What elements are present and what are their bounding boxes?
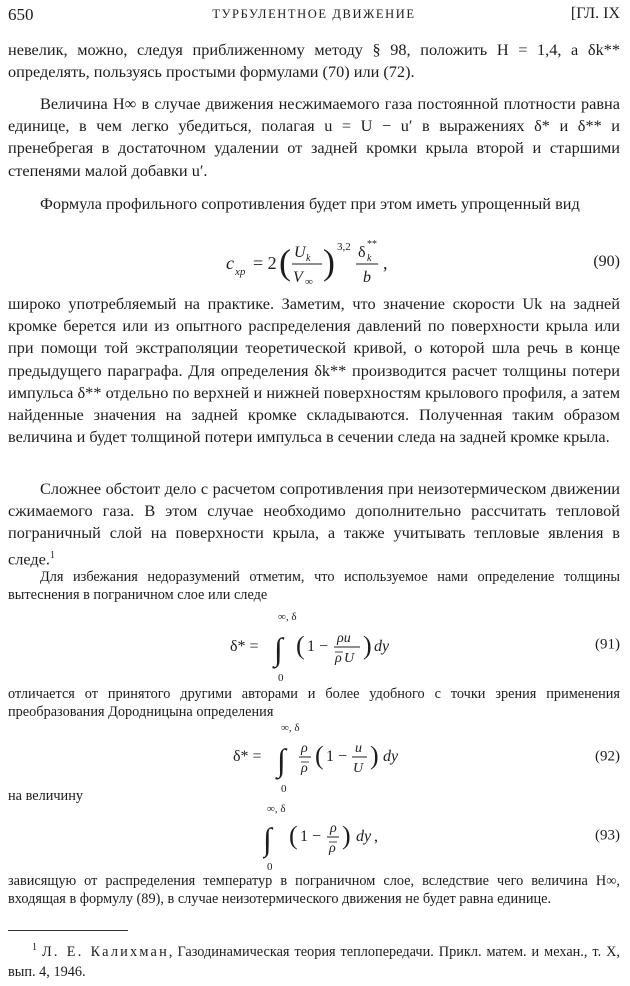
svg-text:ρ: ρ	[301, 741, 308, 756]
note-text-4: зависящую от распределения температур в пограничном слое, вследствие чего величина H∞, входящая в формулу (89), в случае неизотермического движения не будет равна единице.	[8, 873, 620, 908]
svg-text:dy: dy	[374, 638, 390, 655]
note-text-1: Для избежания недоразумений отметим, что используемое нами определение толщины вытеснения в пограничном слое или следе	[8, 569, 620, 604]
page-number: 650	[8, 5, 34, 24]
equation-number-93: (93)	[595, 827, 620, 844]
svg-text:k: k	[306, 253, 311, 264]
svg-text:∫: ∫	[277, 742, 286, 778]
formula-93	[263, 800, 423, 872]
paragraph-5: Сложнее обстоит дело с расчетом сопротивления при неизотермическом движении сжимаемого газа. В этом случае необходимо дополнительно рассчитать тепловой пограничный слой на поверхности крыла, а также учитывать тепловые явления в следе.$^1$	[8, 479, 620, 569]
footnote-reference[interactable]: 1	[49, 549, 55, 561]
svg-text:,: ,	[374, 828, 378, 845]
svg-text:ρ: ρ	[335, 651, 342, 666]
footnote-citation: , Газодинамическая теория теплопередачи. Прикл. матем. и механ., т. X, вып. 4, 1946.	[8, 943, 620, 980]
equation-90	[8, 232, 620, 292]
svg-text:U: U	[294, 244, 306, 261]
equation-number-92: (92)	[595, 748, 620, 765]
svg-text:ρ: ρ	[329, 841, 336, 856]
svg-text:**: **	[367, 239, 377, 250]
svg-text:δ: δ	[358, 244, 366, 261]
svg-text:1 −: 1 −	[326, 748, 348, 765]
svg-text:1 −: 1 −	[300, 828, 322, 845]
svg-text:= 2: = 2	[253, 253, 277, 273]
svg-text:U: U	[344, 651, 355, 666]
svg-text:ρ: ρ	[330, 821, 337, 836]
equation-number-90: (90)	[593, 253, 620, 270]
page-header	[8, 5, 620, 29]
svg-text:): )	[370, 741, 379, 770]
svg-text:∞: ∞	[305, 276, 313, 288]
paragraph-3: Формула профильного сопротивления будет при этом иметь упрощенный вид	[40, 194, 580, 213]
svg-text:3,2: 3,2	[337, 241, 351, 253]
paragraph-4: широко употребляемый на практике. Заметим, что значение скорости Uk на задней кромке берется или из опытного распределения давлений по поверхности крыла или при помощи той экстраполяции теоретической кривой, о которой шла речь в конце предыдущего параграфа. Для определения δk** производится расчет толщины потери импульса δ** отдельно по верхней и нижней поверхностям крылового профиля, а затем найденные значения на задней кромке складываются. Полученная таким образом величина и будет толщиной потери импульса в сечении следа на задней кромке крыла.	[8, 294, 620, 447]
svg-text:∞, δ: ∞, δ	[278, 611, 297, 623]
paragraph-1: невелик, можно, следуя приближенному методу § 98, положить H = 1,4, а δk** определять, пользуясь простыми формулами (70) или (72).	[8, 40, 620, 82]
formula-91	[230, 606, 430, 684]
paragraph-2: Величина H∞ в случае движения несжимаемого газа постоянной плотности равна единице, в чем легко убедиться, полагая u = U − u′ в выражениях δ* и δ** и пренебрегая в достаточном удалении от задней кромки крыла второй и старшими степенями малой добавки u′.	[8, 94, 620, 180]
svg-text:): )	[342, 821, 351, 850]
svg-text:u: u	[355, 741, 362, 756]
formula-90	[226, 232, 426, 292]
running-title: ТУРБУЛЕНТНОЕ ДВИЖЕНИЕ	[212, 7, 416, 21]
svg-text:ρu: ρu	[337, 631, 351, 646]
svg-text:dy: dy	[383, 748, 399, 765]
footnote	[8, 938, 620, 982]
svg-text:δ* =: δ* =	[230, 638, 259, 655]
svg-text:(: (	[289, 821, 298, 850]
svg-text:U: U	[353, 761, 364, 776]
footnote-divider	[8, 930, 128, 931]
svg-text:1 −: 1 −	[307, 638, 329, 655]
svg-text:): )	[323, 242, 335, 282]
equation-93	[8, 800, 620, 872]
svg-text:dy: dy	[356, 828, 372, 845]
svg-text:c: c	[226, 253, 234, 273]
footnote-author: Л. Е. Калихман	[41, 943, 169, 960]
equation-91	[8, 606, 620, 684]
svg-text:k: k	[367, 253, 372, 264]
formula-92	[233, 719, 433, 795]
svg-text:,: ,	[383, 253, 388, 273]
svg-text:V: V	[293, 269, 303, 286]
svg-text:0: 0	[281, 783, 287, 795]
equation-number-91: (91)	[595, 636, 620, 653]
svg-text:∫: ∫	[263, 821, 272, 857]
note-text-2: отличается от принятого другими авторами и более удобного с точки зрения применения преобразования Дородницына определения	[8, 686, 620, 721]
svg-text:δ* =: δ* =	[233, 748, 262, 765]
note-text-3: на величину	[8, 788, 84, 804]
chapter-label: [ГЛ. IX	[570, 5, 620, 22]
svg-text:0: 0	[267, 861, 273, 872]
svg-text:b: b	[363, 269, 371, 286]
equation-92	[8, 719, 620, 795]
svg-text:∞, δ: ∞, δ	[281, 722, 300, 734]
svg-text:xp: xp	[235, 266, 246, 278]
svg-text:0: 0	[278, 672, 284, 684]
svg-text:(: (	[296, 631, 305, 660]
svg-text:∞, δ: ∞, δ	[267, 803, 286, 815]
svg-text:∫: ∫	[274, 631, 283, 667]
svg-text:ρ: ρ	[301, 761, 308, 776]
svg-text:): )	[363, 631, 372, 660]
footnote-marker: 1	[32, 942, 37, 953]
svg-text:(: (	[279, 242, 291, 282]
svg-text:(: (	[315, 741, 324, 770]
